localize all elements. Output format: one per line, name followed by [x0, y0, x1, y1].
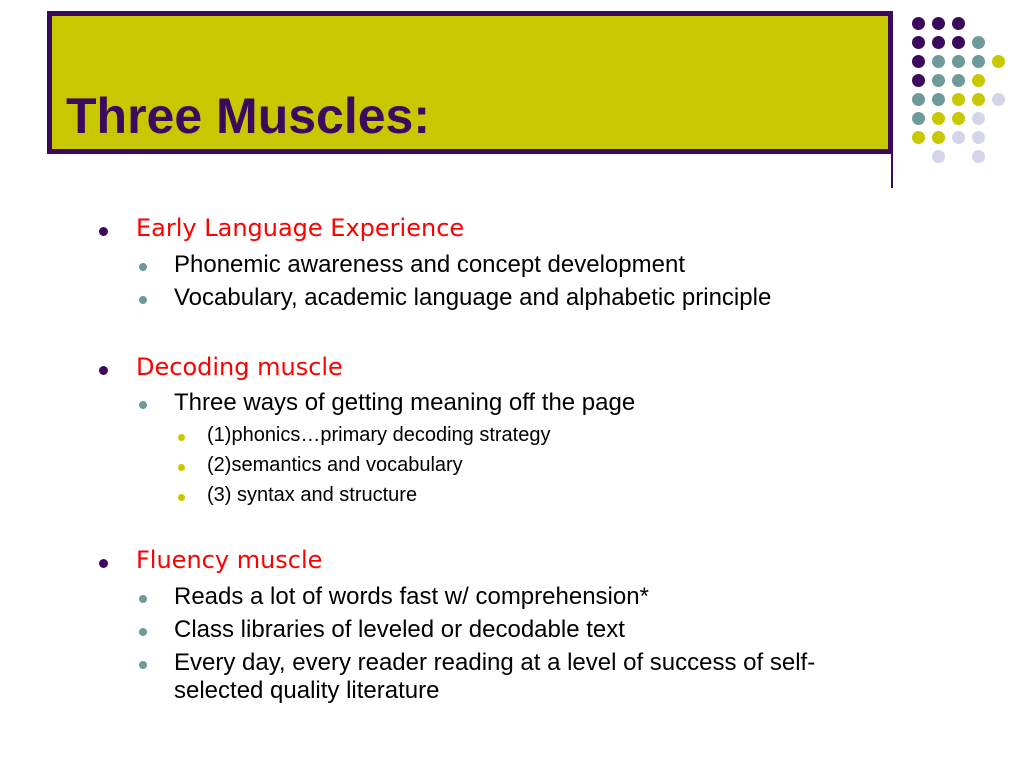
list-item-continuation: selected quality literature	[174, 677, 440, 704]
bullet-level3	[178, 494, 185, 501]
list-subitem: (2)semantics and vocabulary	[207, 454, 463, 476]
bullet-level2	[139, 595, 147, 603]
section-heading: Early Language Experience	[136, 214, 465, 242]
list-item: Three ways of getting meaning off the page	[174, 389, 636, 416]
list-subitem: (3) syntax and structure	[207, 484, 418, 506]
section-heading: Decoding muscle	[136, 353, 343, 381]
slide-title: Three Muscles:	[66, 88, 431, 144]
section-heading: Fluency muscle	[136, 546, 323, 574]
bullet-level2	[139, 628, 147, 636]
bullet-level3	[178, 434, 185, 441]
list-item: Phonemic awareness and concept development	[174, 251, 685, 278]
list-item: Reads a lot of words fast w/ comprehension*	[174, 583, 649, 610]
bullet-level2	[139, 263, 147, 271]
bullet-level2	[139, 296, 147, 304]
list-subitem: (1)phonics…primary decoding strategy	[207, 424, 551, 446]
bullet-level2	[139, 661, 147, 669]
bullet-level1	[99, 559, 108, 568]
bullet-level2	[139, 401, 147, 409]
list-item: Every day, every reader reading at a level of success of self-	[174, 649, 816, 676]
list-item: Class libraries of leveled or decodable text	[174, 616, 625, 643]
list-item: Vocabulary, academic language and alphabetic principle	[174, 284, 772, 311]
bullet-level1	[99, 227, 108, 236]
bullet-level3	[178, 464, 185, 471]
bullet-level1	[99, 366, 108, 375]
